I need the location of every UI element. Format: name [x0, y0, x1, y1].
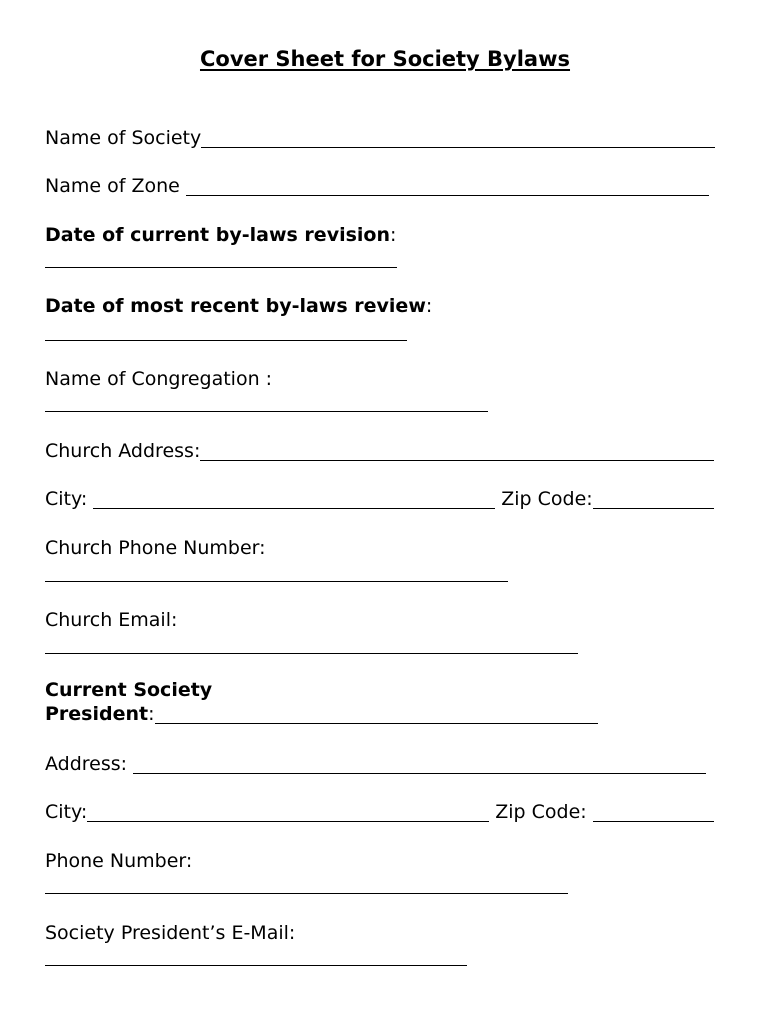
society-name-label: Name of Society	[45, 127, 202, 149]
president-row	[45, 678, 598, 726]
church-phone-blank[interactable]	[45, 580, 508, 582]
president-city-label: City:	[45, 801, 88, 823]
president-phone-label: Phone Number:	[45, 850, 193, 872]
church-email-label: Church Email:	[45, 609, 178, 631]
president-label-line2: President	[45, 703, 149, 725]
society-name-blank[interactable]	[201, 146, 715, 148]
church-zip-blank[interactable]	[593, 507, 714, 509]
president-zip-blank[interactable]	[593, 820, 714, 822]
review-date-blank[interactable]	[45, 339, 407, 341]
page-title: Cover Sheet for Society Bylaws	[199, 47, 571, 71]
congregation-row	[45, 363, 272, 391]
zone-name-blank[interactable]	[186, 194, 709, 196]
society-name-row	[45, 122, 715, 150]
church-city-zip-row	[45, 483, 714, 511]
review-date-row	[45, 290, 432, 318]
church-address-row	[45, 435, 714, 463]
president-city-blank[interactable]	[87, 820, 489, 822]
revision-date-row	[45, 219, 396, 247]
president-address-blank[interactable]	[133, 772, 706, 774]
review-date-label: Date of most recent by-laws review	[45, 295, 426, 317]
church-city-blank[interactable]	[93, 507, 495, 509]
congregation-label: Name of Congregation :	[45, 368, 273, 390]
president-address-row	[45, 748, 706, 776]
church-phone-label: Church Phone Number:	[45, 537, 266, 559]
revision-date-label: Date of current by-laws revision	[45, 224, 390, 246]
president-blank[interactable]	[155, 722, 598, 724]
revision-date-blank[interactable]	[45, 266, 397, 268]
president-phone-blank[interactable]	[45, 892, 568, 894]
zone-name-row	[45, 170, 709, 198]
president-email-row	[45, 917, 295, 945]
president-phone-row	[45, 845, 192, 873]
president-zip-label: Zip Code:	[495, 801, 587, 823]
revision-date-colon: :	[390, 224, 397, 246]
congregation-blank[interactable]	[45, 410, 488, 412]
president-colon: :	[148, 703, 155, 725]
president-email-blank[interactable]	[45, 964, 467, 966]
review-date-colon: :	[425, 295, 433, 317]
president-address-label: Address:	[45, 753, 128, 775]
church-city-label: City:	[45, 488, 88, 510]
zone-name-label: Name of Zone	[45, 175, 180, 197]
church-zip-label: Zip Code:	[501, 488, 593, 510]
church-phone-row	[45, 532, 266, 560]
church-email-row	[45, 604, 177, 632]
church-email-blank[interactable]	[45, 652, 578, 654]
president-city-zip-row	[45, 796, 714, 824]
church-address-blank[interactable]	[200, 459, 714, 461]
president-email-label: Society President’s E-Mail:	[45, 922, 296, 944]
church-address-label: Church Address:	[45, 440, 201, 462]
president-label-line1: Current Society	[45, 679, 213, 701]
